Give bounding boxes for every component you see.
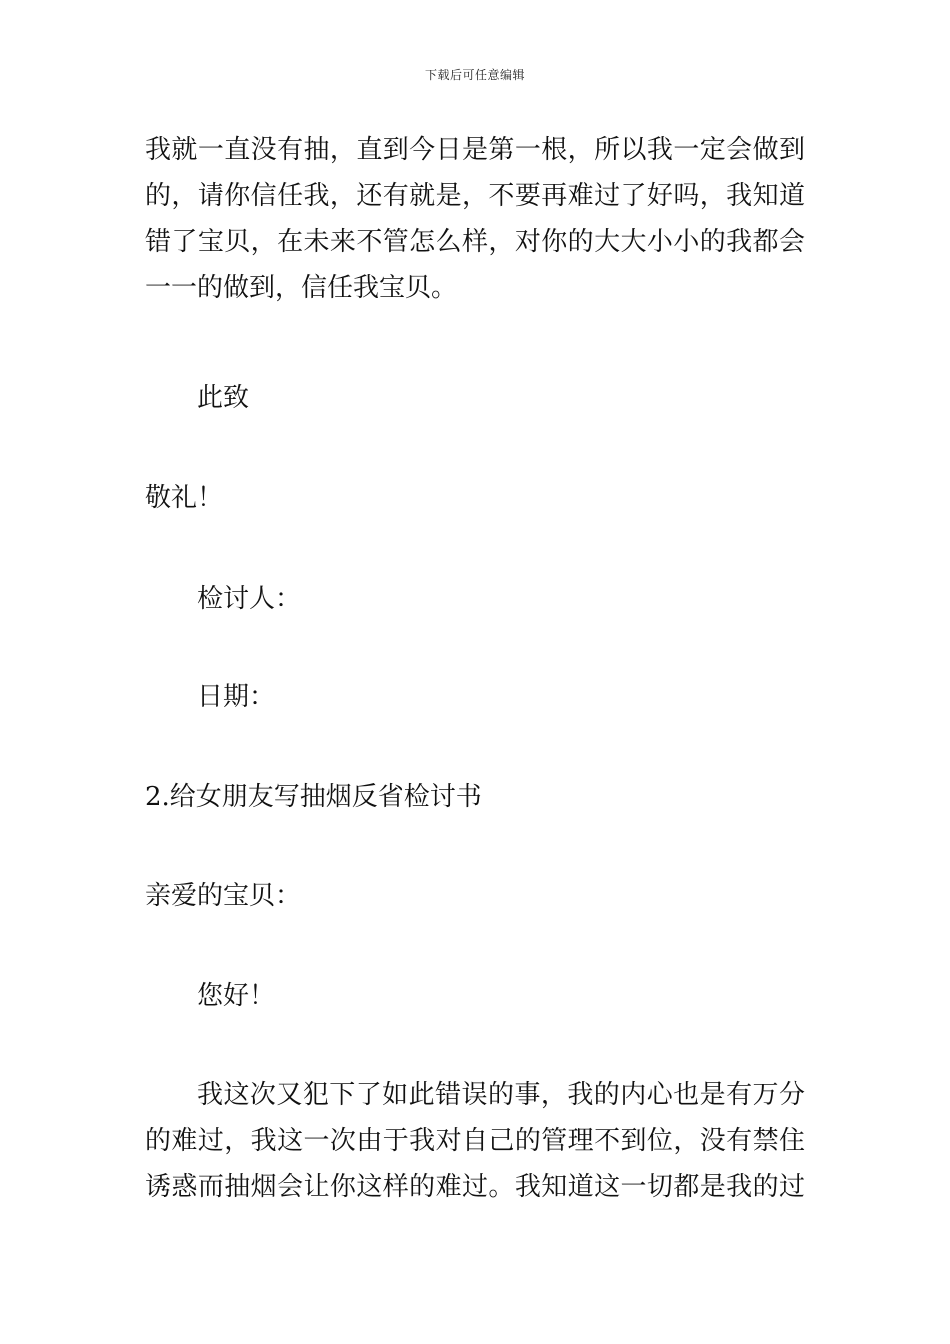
salutation: 亲爱的宝贝： [145,881,302,911]
greeting: 您好！ [197,981,276,1011]
page-header-note: 下载后可任意编辑 [424,68,525,82]
paragraph-line: 的难过，我这一次由于我对自己的管理不到位，没有禁住 [145,1126,805,1156]
paragraph-line: 一一的做到，信任我宝贝。 [145,273,458,303]
paragraph-continuation [145,127,805,311]
closing-jingli: 敬礼！ [145,483,224,513]
paragraph-line: 的，请你信任我，还有就是，不要再难过了好吗，我知道 [145,181,805,211]
paragraph-line: 我就一直没有抽，直到今日是第一根，所以我一定会做到 [145,135,805,165]
paragraph-apology [145,1072,805,1210]
date-label: 日期： [197,682,276,712]
paragraph-line: 错了宝贝，在未来不管怎么样，对你的大大小小的我都会 [145,227,805,257]
closing-cizhi: 此致 [197,383,250,413]
reviewer-label: 检讨人： [197,584,302,614]
section-title: 2.给女朋友写抽烟反省检讨书 [145,782,482,812]
paragraph-line: 我这次又犯下了如此错误的事，我的内心也是有万分 [197,1080,805,1110]
paragraph-line: 诱惑而抽烟会让你这样的难过。我知道这一切都是我的过 [145,1172,805,1202]
